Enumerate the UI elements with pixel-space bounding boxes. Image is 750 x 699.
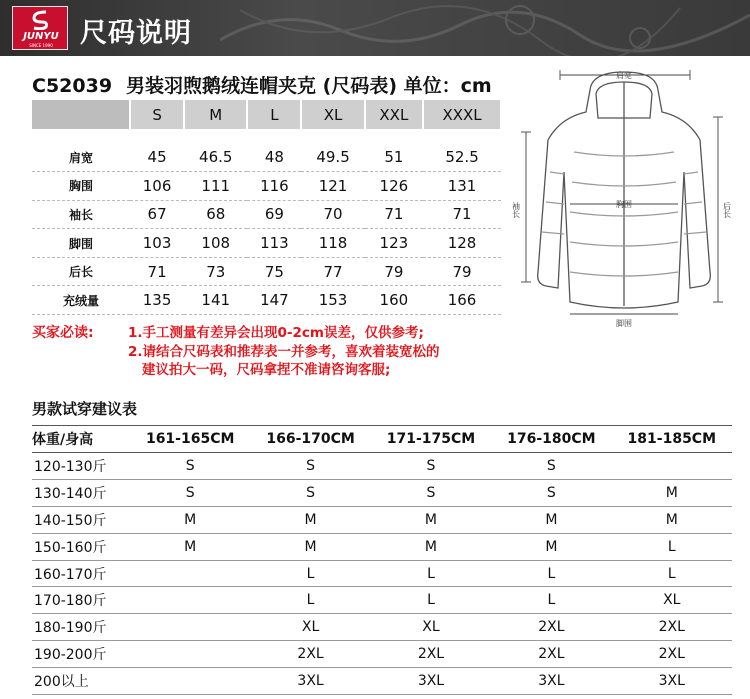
table-cell: 116	[247, 172, 301, 201]
table-cell: M	[371, 506, 491, 533]
table-cell: 77	[301, 257, 364, 286]
decorative-pattern	[220, 0, 750, 56]
table-cell	[130, 560, 250, 587]
table-row	[32, 229, 501, 258]
table-cell: M	[130, 533, 250, 560]
table-cell	[130, 641, 250, 668]
table-cell: XL	[250, 614, 370, 641]
table-cell: 75	[247, 257, 301, 286]
table-cell: L	[250, 587, 370, 614]
table-cell: 3XL	[250, 668, 370, 695]
rec-col-header: 166-170CM	[250, 426, 370, 453]
row-label: 脚围	[32, 229, 130, 258]
product-name: 男装羽煦鹅绒连帽夹克 (尺码表) 单位：cm	[126, 75, 492, 97]
table-cell: XL	[371, 614, 491, 641]
table-cell	[130, 668, 250, 695]
size-table-corner	[32, 100, 130, 129]
note-line: 建议拍大一码，尺码拿捏不准请咨询客服;	[142, 362, 391, 378]
recommendation-table	[32, 425, 732, 695]
size-col-header: XXXL	[423, 100, 501, 129]
weight-label: 130-140斤	[32, 479, 130, 506]
table-cell: S	[250, 453, 370, 480]
table-cell: M	[491, 533, 611, 560]
table-cell: M	[612, 479, 732, 506]
table-cell: 166	[423, 286, 501, 315]
back-length-label: 后长	[722, 202, 732, 218]
table-row	[32, 506, 732, 533]
chest-label: 胸围	[616, 200, 632, 209]
table-cell: 131	[423, 172, 501, 201]
table-cell: 2XL	[491, 641, 611, 668]
jacket-outline	[538, 72, 711, 308]
table-cell	[130, 587, 250, 614]
note-line: 1.手工测量有差异会出现0-2cm误差，仅供参考;	[128, 325, 424, 341]
table-cell: 3XL	[491, 668, 611, 695]
rec-col-header: 176-180CM	[491, 426, 611, 453]
table-cell: 147	[247, 286, 301, 315]
table-cell: 48	[247, 143, 301, 172]
table-cell: 153	[301, 286, 364, 315]
table-row	[32, 668, 732, 695]
logo-brand-text: JUNYU	[23, 31, 59, 42]
jacket-measurement-diagram	[512, 62, 738, 334]
table-row	[32, 641, 732, 668]
table-cell: 45	[130, 143, 184, 172]
table-cell: 126	[365, 172, 423, 201]
table-cell: 71	[130, 257, 184, 286]
logo-since-text: SINCE 1990	[29, 43, 53, 48]
table-cell: 123	[365, 229, 423, 258]
table-row	[32, 453, 732, 480]
weight-label: 180-190斤	[32, 614, 130, 641]
table-cell: 73	[184, 257, 247, 286]
size-col-header: S	[130, 100, 184, 129]
row-label: 袖长	[32, 200, 130, 229]
table-row	[32, 172, 501, 201]
table-cell: 121	[301, 172, 364, 201]
table-cell: M	[130, 506, 250, 533]
sleeve-label: 袖长	[512, 202, 521, 218]
recommendation-header	[32, 426, 732, 453]
table-row	[32, 614, 732, 641]
table-cell: 71	[423, 200, 501, 229]
rec-col-header: 171-175CM	[371, 426, 491, 453]
size-table	[32, 100, 502, 315]
table-cell: 113	[247, 229, 301, 258]
size-col-header: XXL	[365, 100, 423, 129]
table-cell: 49.5	[301, 143, 364, 172]
table-cell: 3XL	[371, 668, 491, 695]
table-cell: 46.5	[184, 143, 247, 172]
table-cell: L	[612, 533, 732, 560]
table-cell: L	[491, 587, 611, 614]
row-label: 肩宽	[32, 143, 130, 172]
brand-logo	[12, 6, 68, 50]
table-cell: 2XL	[612, 614, 732, 641]
table-row	[32, 200, 501, 229]
weight-label: 120-130斤	[32, 453, 130, 480]
table-cell: M	[491, 506, 611, 533]
shoulder-label: 肩宽	[616, 71, 632, 80]
table-cell: 108	[184, 229, 247, 258]
table-cell: 3XL	[612, 668, 732, 695]
table-cell: L	[371, 560, 491, 587]
table-cell: XL	[612, 587, 732, 614]
table-cell: 69	[247, 200, 301, 229]
table-cell: M	[612, 506, 732, 533]
table-cell: M	[250, 533, 370, 560]
table-cell: S	[491, 479, 611, 506]
note-line: 2.请结合尺码表和推荐表一并参考，喜欢着装宽松的	[128, 343, 440, 360]
weight-label: 140-150斤	[32, 506, 130, 533]
table-cell: 135	[130, 286, 184, 315]
table-cell: 111	[184, 172, 247, 201]
table-cell	[130, 614, 250, 641]
table-cell: S	[130, 453, 250, 480]
table-cell: M	[250, 506, 370, 533]
weight-label: 200以上	[32, 668, 130, 695]
weight-label: 160-170斤	[32, 560, 130, 587]
row-label: 后长	[32, 257, 130, 286]
product-code: C52039	[32, 75, 113, 97]
table-cell: 2XL	[491, 614, 611, 641]
table-row	[32, 257, 501, 286]
table-cell: 160	[365, 286, 423, 315]
table-cell: 2XL	[371, 641, 491, 668]
weight-label: 170-180斤	[32, 587, 130, 614]
table-cell: 79	[365, 257, 423, 286]
table-cell: 118	[301, 229, 364, 258]
row-label: 充绒量	[32, 286, 130, 315]
table-cell: S	[250, 479, 370, 506]
table-cell: 67	[130, 200, 184, 229]
header-banner	[0, 0, 750, 56]
recommendation-title: 男款试穿建议表	[32, 400, 138, 418]
table-row	[32, 286, 501, 315]
rec-col-header: 161-165CM	[130, 426, 250, 453]
logo-mark-icon	[30, 10, 52, 30]
table-cell: 70	[301, 200, 364, 229]
table-cell: 103	[130, 229, 184, 258]
size-col-header: XL	[301, 100, 364, 129]
table-cell: 52.5	[423, 143, 501, 172]
banner-title: 尺码说明	[80, 18, 192, 49]
table-cell: 2XL	[612, 641, 732, 668]
table-cell: S	[371, 479, 491, 506]
table-cell: L	[491, 560, 611, 587]
table-cell: 106	[130, 172, 184, 201]
size-table-header	[32, 100, 501, 129]
table-cell: 68	[184, 200, 247, 229]
table-cell: 79	[423, 257, 501, 286]
table-row	[32, 143, 501, 172]
table-cell: S	[130, 479, 250, 506]
table-cell: 128	[423, 229, 501, 258]
table-cell: M	[371, 533, 491, 560]
table-cell: L	[612, 560, 732, 587]
table-row	[32, 560, 732, 587]
table-cell: 141	[184, 286, 247, 315]
table-cell: 51	[365, 143, 423, 172]
weight-label: 150-160斤	[32, 533, 130, 560]
table-cell: 71	[365, 200, 423, 229]
rec-col-header: 181-185CM	[612, 426, 732, 453]
rec-col-header: 体重/身高	[32, 426, 130, 453]
table-cell	[612, 453, 732, 480]
table-cell: S	[371, 453, 491, 480]
table-cell: 2XL	[250, 641, 370, 668]
table-cell: S	[491, 453, 611, 480]
size-col-header: M	[184, 100, 247, 129]
product-title	[32, 71, 492, 98]
table-row	[32, 479, 732, 506]
weight-label: 190-200斤	[32, 641, 130, 668]
table-row	[32, 533, 732, 560]
notes-lead: 买家必读:	[32, 325, 94, 341]
size-col-header: L	[247, 100, 301, 129]
row-label: 胸围	[32, 172, 130, 201]
table-cell: L	[371, 587, 491, 614]
hem-label: 脚围	[616, 319, 632, 328]
table-cell: L	[250, 560, 370, 587]
table-row	[32, 587, 732, 614]
